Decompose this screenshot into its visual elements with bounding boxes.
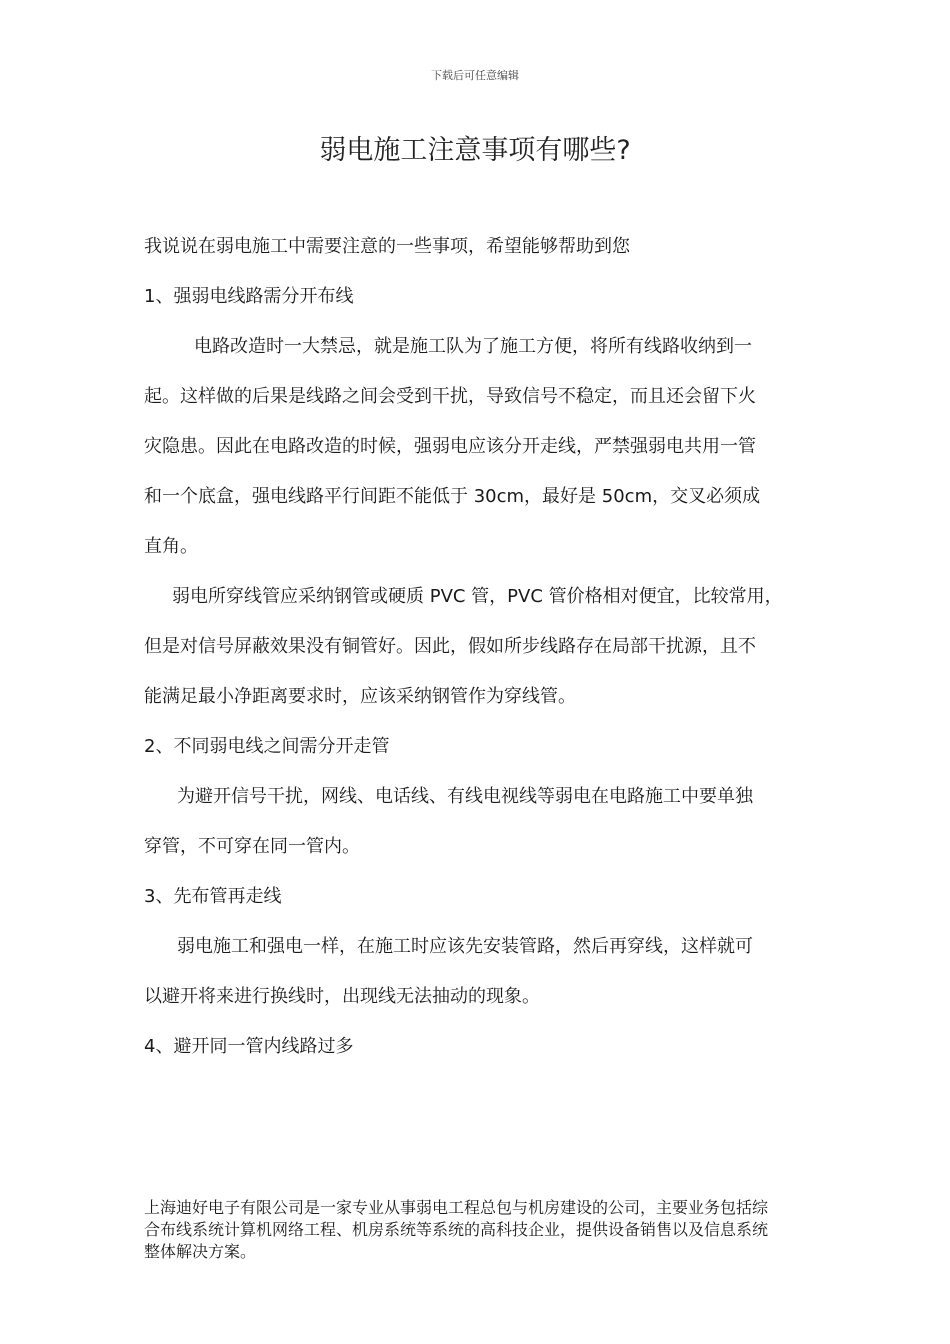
- paragraph-line: 为避开信号干扰，网线、电话线、有线电视线等弱电在电路施工中要单独: [177, 786, 753, 807]
- paragraph-line: 直角。: [144, 536, 198, 557]
- section-heading-3: 3、先布管再走线: [144, 886, 282, 907]
- paragraph-line: 弱电施工和强电一样，在施工时应该先安装管路，然后再穿线，这样就可: [177, 936, 753, 957]
- document-title: 弱电施工注意事项有哪些?: [319, 135, 631, 166]
- paragraph-line: 电路改造时一大禁忌，就是施工队为了施工方便，将所有线路收纳到一: [194, 336, 752, 357]
- paragraph-line: 能满足最小净距离要求时，应该采纳钢管作为穿线管。: [144, 686, 576, 707]
- paragraph-line: 穿管，不可穿在同一管内。: [144, 836, 360, 857]
- paragraph-line: 和一个底盒，强电线路平行间距不能低于 30cm，最好是 50cm，交叉必须成: [144, 486, 761, 507]
- section-heading-1: 1、强弱电线路需分开布线: [144, 286, 354, 307]
- footer-line: 合布线系统计算机网络工程、机房系统等系统的高科技企业，提供设备销售以及信息系统: [144, 1220, 769, 1239]
- paragraph-line: 灾隐患。因此在电路改造的时候，强弱电应该分开走线，严禁强弱电共用一管: [144, 436, 756, 457]
- paragraph-line: 以避开将来进行换线时，出现线无法抽动的现象。: [144, 986, 540, 1007]
- section-heading-4: 4、避开同一管内线路过多: [144, 1036, 354, 1057]
- intro-line: 我说说在弱电施工中需要注意的一些事项，希望能够帮助到您: [144, 236, 630, 257]
- paragraph-line: 弱电所穿线管应采纳钢管或硬质 PVC 管，PVC 管价格相对便宜，比较常用，: [172, 586, 783, 607]
- footer-line: 整体解决方案。: [144, 1242, 257, 1261]
- document-body: [144, 222, 810, 1072]
- footer-line: 上海迪好电子有限公司是一家专业从事弱电工程总包与机房建设的公司，主要业务包括综: [144, 1198, 769, 1217]
- company-footer: [144, 1197, 810, 1263]
- paragraph-line: 但是对信号屏蔽效果没有铜管好。因此，假如所步线路存在局部干扰源，且不: [144, 636, 756, 657]
- header-note: 下载后可任意编辑: [431, 69, 519, 82]
- paragraph-line: 起。这样做的后果是线路之间会受到干扰，导致信号不稳定，而且还会留下火: [144, 386, 756, 407]
- section-heading-2: 2、不同弱电线之间需分开走管: [144, 736, 390, 757]
